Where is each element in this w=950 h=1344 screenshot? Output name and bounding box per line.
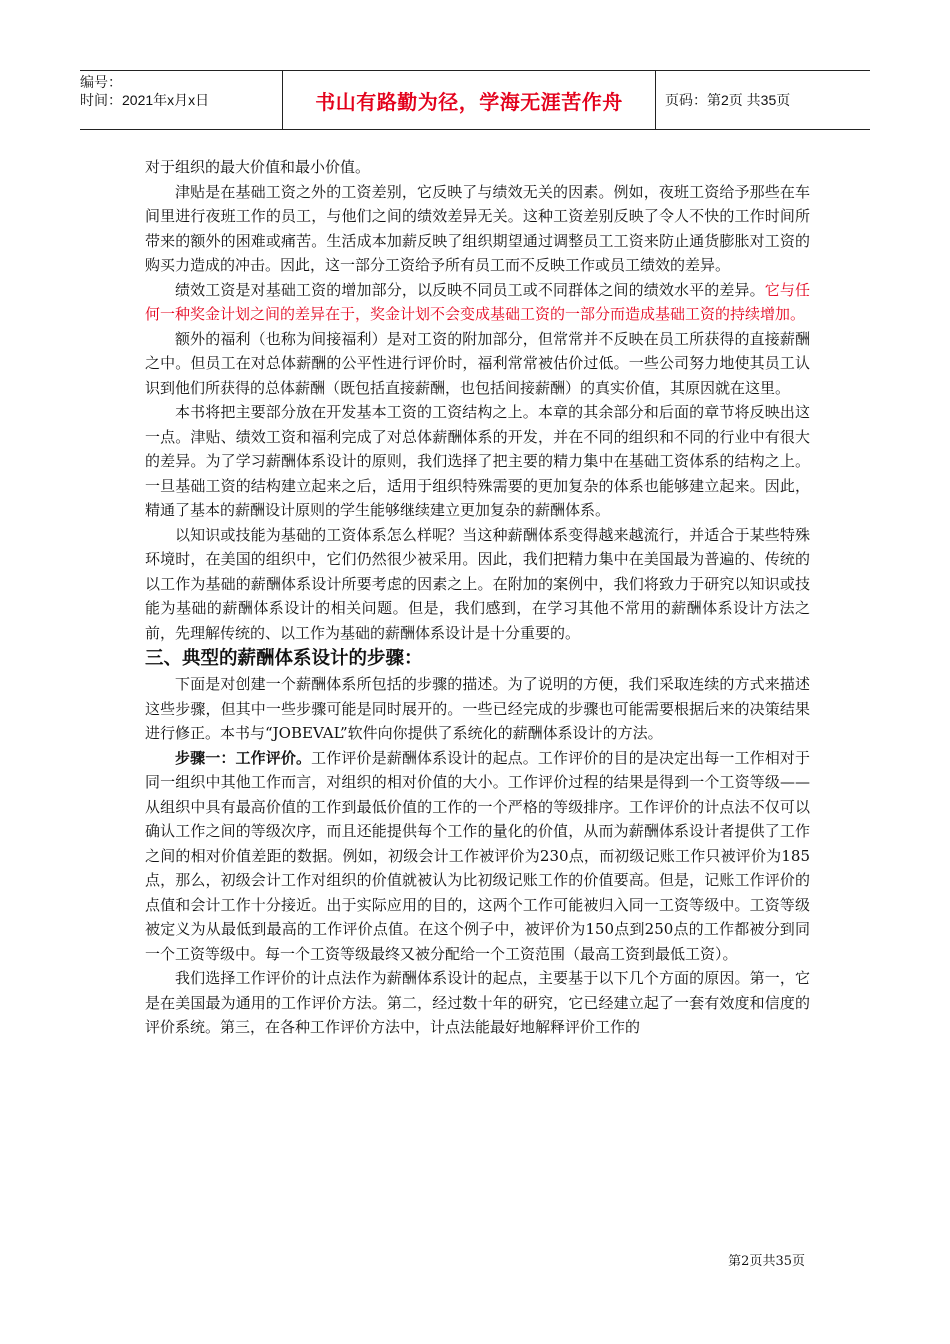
header-meta xyxy=(80,71,282,131)
page-footer: 第2页共35页 xyxy=(728,1254,805,1269)
section-heading: 三、典型的薪酬体系设计的步骤： xyxy=(145,648,423,669)
paragraph xyxy=(145,278,810,327)
header-motto: 书山有路勤为径，学海无涯苦作舟 xyxy=(282,71,656,129)
paragraph: 以知识或技能为基础的工资体系怎么样呢？当这种薪酬体系变得越来越流行，并适合于某些特殊环境时，在美国的组织中，它们仍然很少被采用。因此，我们把精力集中在美国最为普遍的、传统的以工作为基础的薪酬体系设计所要考虑的因素之上。在附加的案例中，我们将致力于研究以知识或技能为基础的薪酬体系设计的相关问题。但是，我们感到，在学习其他不常用的薪酬体系设计方法之前，先理解传统的、以工作为基础的薪酬体系设计是十分重要的。 xyxy=(145,525,810,642)
paragraph: 额外的福利（也称为间接福利）是对工资的附加部分，但常常并不反映在员工所获得的直接薪酬之中。但员工在对总体薪酬的公平性进行评价时，福利常常被估价过低。一些公司努力地使其员工认识到他们所获得的总体薪酬（既包括直接薪酬，也包括间接薪酬）的真实价值，其原因就在这里。 xyxy=(145,329,810,397)
paragraph xyxy=(145,746,810,967)
document-time-label: 时间：2021年x月x日 xyxy=(80,92,210,108)
paragraph: 对于组织的最大价值和最小价值。 xyxy=(145,158,371,176)
document-number-label: 编号： xyxy=(80,74,122,90)
paragraph: 我们选择工作评价的计点法作为薪酬体系设计的起点，主要基于以下几个方面的原因。第一，它是在美国最为通用的工作评价方法。第二，经过数十年的研究，它已经建立起了一套有效度和信度的评价系统。第三，在各种工作评价方法中，计点法能最好地解释评价工作的 xyxy=(145,969,810,1036)
paragraph-text: 绩效工资是对基础工资的增加部分，以反映不同员工或不同群体之间的绩效水平的差异。 xyxy=(175,280,765,299)
paragraph: 下面是对创建一个薪酬体系所包括的步骤的描述。为了说明的方便，我们采取连续的方式来描述这些步骤，但其中一些步骤可能是同时展开的。一些已经完成的步骤也可能需要根据后来的决策结果进行修正。本书与“JOBEVAL”软件向你提供了系统化的薪酬体系设计的方法。 xyxy=(145,675,810,742)
header-page-label: 页码：第2页 共35页 xyxy=(665,92,791,108)
highlighted-text: 它与任何一种奖金计划之间的差异在于，奖金计划不会变成基础工资的一部分而造成基础工资的持续增加。 xyxy=(145,280,810,323)
paragraph-text: 工作评价是薪酬体系设计的起点。工作评价的目的是决定出每一工作相对于同一组织中其他工作而言，对组织的相对价值的大小。工作评价过程的结果是得到一个工资等级——从组织中具有最高价值的工作到最低价值的工作的一个严格的等级排序。工作评价的计点法不仅可以确认工作之间的等级次序，而且还能提供每个工作的量化的价值，从而为薪酬体系设计者提供了工作之间的相对价值差距的数据。例如，初级会计工作被评价为230点，而初级记账工作只被评价为185点，那么，初级会计工作对组织的价值就被认为比初级记账工作的价值要高。但是，记账工作评价的点值和会计工作十分接近。出于实际应用的目的，这两个工作可能被归入同一工资等级中。工资等级被定义为从最低到最高的工作评价点值。在这个例子中，被评价为150点到250点的工作都被分到同一个工资等级中。每一个工资等级最终又被分配给一个工资范围（最高工资到最低工资）。 xyxy=(145,748,810,963)
document-body xyxy=(145,155,810,1040)
paragraph: 津贴是在基础工资之外的工资差别，它反映了与绩效无关的因素。例如，夜班工资给予那些在车间里进行夜班工作的员工，与他们之间的绩效差异无关。这种工资差别反映了令人不快的工作时间所带来的额外的困难或痛苦。生活成本加薪反映了组织期望通过调整员工工资来防止通货膨胀对工资的购买力造成的冲击。因此，这一部分工资给予所有员工而不反映工作或员工绩效的差异。 xyxy=(145,182,810,274)
step-title: 步骤一：工作评价。 xyxy=(175,748,312,767)
page-header xyxy=(80,70,870,130)
paragraph: 本书将把主要部分放在开发基本工资的工资结构之上。本章的其余部分和后面的章节将反映出这一点。津贴、绩效工资和福利完成了对总体薪酬体系的开发，并在不同的组织和不同的行业中有很大的差异。为了学习薪酬体系设计的原则，我们选择了把主要的精力集中在基础工资体系的结构之上。一旦基础工资的结构建立起来之后，适用于组织特殊需要的更加复杂的体系也能够建立起来。因此，精通了基本的薪酬设计原则的学生能够继续建立更加复杂的薪酬体系。 xyxy=(145,403,810,519)
